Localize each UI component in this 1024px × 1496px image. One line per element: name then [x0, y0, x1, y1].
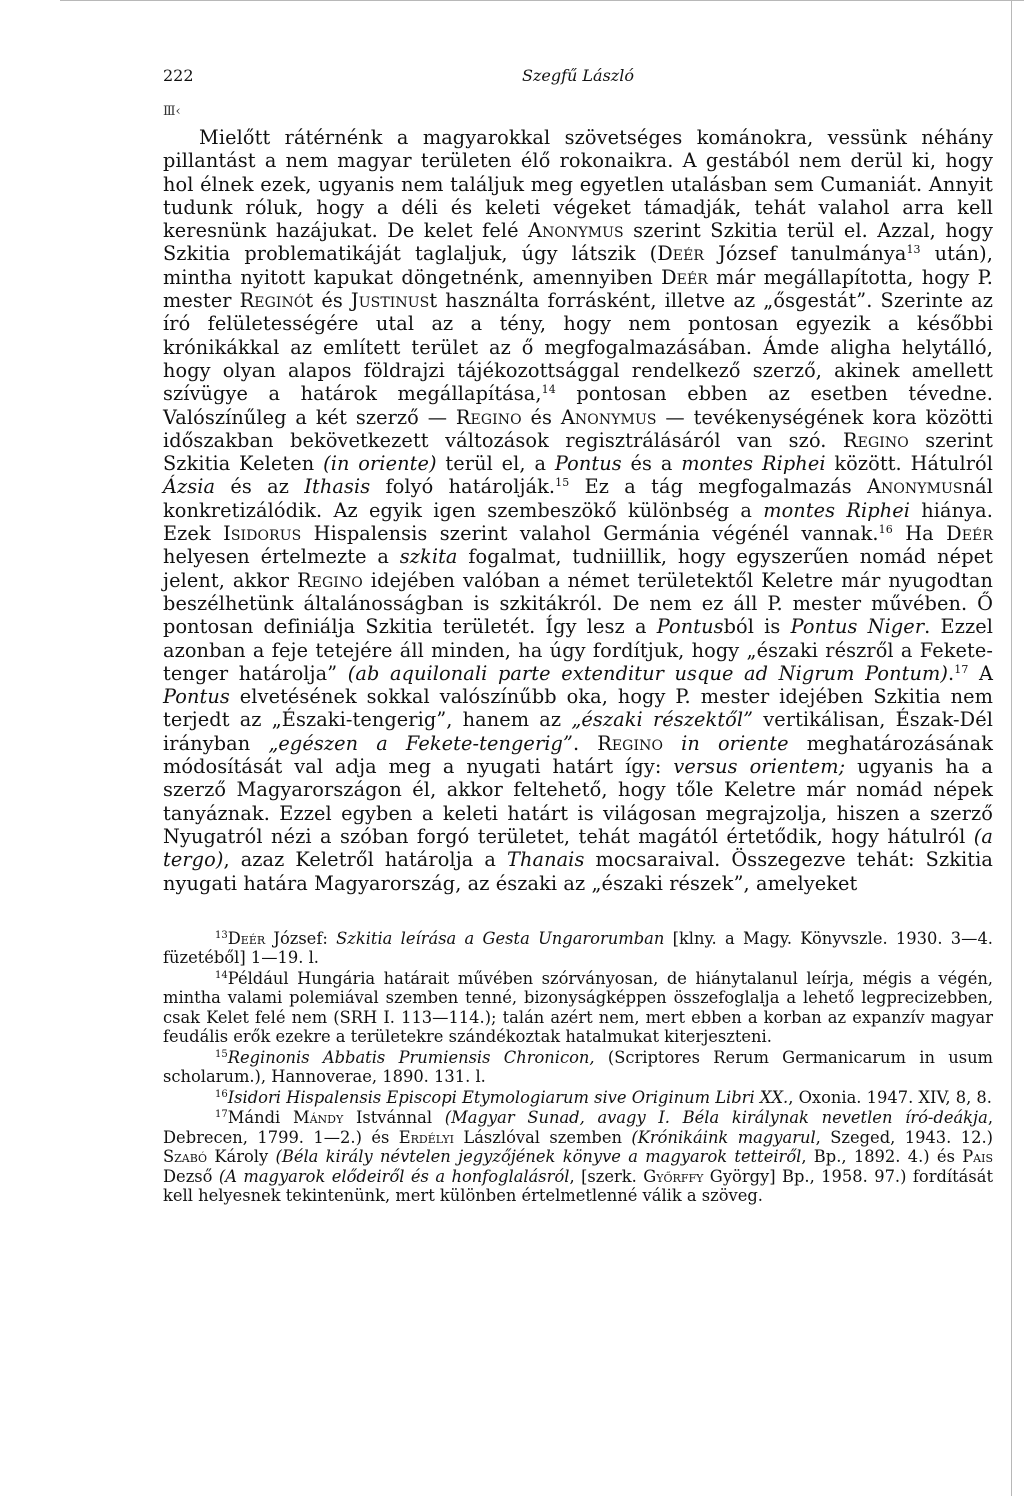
- author-anonymus: Anonymus: [560, 405, 657, 429]
- page-number: 222: [163, 66, 194, 85]
- author-deer: Deér: [657, 242, 705, 266]
- author-isidorus: Isidorus: [223, 522, 302, 546]
- author-anonymus: Anonymus: [528, 219, 624, 243]
- page: [163, 66, 993, 1207]
- footnote-ref-16: 16: [878, 523, 893, 537]
- footnote-ref-14: 14: [541, 383, 556, 397]
- footnote-16: $^{16}$Isidori Hispalensis Episcopi Etymologiarum sive Originum Libri XX., Oxonia. 1947. XIV, 8, 8.: [215, 1087, 992, 1107]
- footnote-13: $^{13}$Deér József: Szkitia leírása a Gesta Ungarorumban [klny. a Magy. Könyvszle. 1930. 3—4. füzetéből] 1—19. l.: [163, 928, 993, 968]
- author-regino: Reginó: [239, 289, 306, 313]
- page-header: [163, 66, 993, 92]
- author-deer: Deér: [946, 522, 993, 546]
- footnote-15: $^{15}$Reginonis Abbatis Prumiensis Chronicon, (Scriptores Rerum Germanicarum in usum scholarum.), Hannoverae, 1890. 131. l.: [163, 1047, 994, 1087]
- body-paragraph: Mielőtt rátérnénk a magyarokkal szövetséges kománokra, vessünk néhány pillantást a nem magyar területen élő rokonaikra. A gestából nem derül ki, hogy hol élnek ezek, ugyanis nem találjuk meg egyetlen utalásban sem Cumaniát. Annyit tudunk róluk, hogy a déli és keleti végeket támadják, tehát valahol arra kell keresnünk hazájukat. De kelet felé Anonymus szerint Szkitia terül el. Azzal, hogy Szkitia problematikáját taglaljuk, úgy látszik (Deér József tanulmánya$^{13}$ után), mintha nyitott kapukat döngetnénk, amennyiben Deér már megállapította, hogy P. mester Reginót és Justinust használta forrásként, illetve az „ősgestát”. Szerinte az író felületességére utal az a tény, hogy nem pontosan egyezik a későbbi krónikákkal az említett terület az ő megfogalmazásában. Ámde aligha helytálló, hogy olyan alapos földrajzi tájékozottsággal rendelkező szerző, akinek amellett szívügye a határok megállapítása,$^{14}$ pontosan ebben az esetben tévedne. Valószínűleg a két szerző — Regino és Anonymus — tevékenységének kora közötti időszakban bekövetkezett változások regisztrálásáról van szó. Regino szerint Szkitia Keleten (in oriente) terül el, a Pontus és a montes Riphei között. Hátulról Ázsia és az Ithasis folyó határolják.$^{15}$ Ez a tág megfogalmazás Anonymusnál konkretizálódik. Az egyik igen szembeszökő különbség a montes Riphei hiánya. Ezek Isidorus Hispalensis szerint valahol Germánia végénél vannak.$^{16}$ Ha Deér helyesen értelmezte a szkita fogalmat, tudniillik, hogy egyszerűen nomád népet jelent, akkor Regino idejében valóban a német területektől Keletre már nyugodtan beszélhetünk általánosságban is szkitákról. De nem ez áll P. mester művében. Ő pontosan definiálja Szkitia területét. Így lesz a Pontusból is Pontus Niger. Ezzel azonban a feje tetejére áll minden, ha úgy fordítjuk, hogy „északi részről a Fekete-tenger határolja” (ab aquilonali parte extenditur usque ad Nigrum Pontum).$^{17}$ A Pontus elvetésének sokkal valószínűbb oka, hogy P. mester idejében Szkitia nem terjedt az „Északi-tengerig”, hanem az „északi részektől” vertikálisan, Észak-Dél irányban „egészen a Fekete-tengerig”. Regino in oriente meghatározásának módosítását val adja meg a nyugati határt így: versus orientem; ugyanis ha a szerző Magyarországon él, akkor feltehető, hogy tőle Keletre már nomád népek tanyáznak. Ezzel egyben a keleti határt is világosan megrajzolja, hiszen a szerző Nyugatról nézi a szóban forgó területet, tehát magától értetődik, hogy hátulról (a tergo), azaz Keletről határolja a Thanais mocsaraival. Összegezve tehát: Szkitia nyugati határa Magyarország, az északi az „északi részek”, amelyeket: [163, 126, 994, 895]
- footnotes: [163, 929, 993, 1206]
- footnote-ref-15: 15: [555, 476, 570, 490]
- scan-edge-top: [60, 0, 1024, 1]
- author-regino: Regino: [455, 405, 522, 429]
- footnote-ref-13: 13: [906, 243, 921, 257]
- author-anonymus: Anonymus: [866, 475, 963, 499]
- footnote-14: $^{14}$Például Hungária határait művében szórványosan, de hiánytalanul leírja, mégis a végén, mintha valami polemiával szemben tenné, bizonyságképpen összefoglalja a lehető legprecizebben, csak Kelet felé nem (SRH I. 113—114.); talán azért nem, mert ebben a korban az expanzív magyar feudális erők ezekre a területekre szándékoztak hatalmukat kiterjeszteni.: [163, 968, 993, 1047]
- author-regino: Regino: [297, 568, 363, 592]
- author-deer: Deér: [661, 265, 708, 289]
- footnote-17: $^{17}$Mándi Mándy Istvánnal (Magyar Sunad, avagy I. Béla királynak nevetlen író-deákja, Debrecen, 1799. 1—2.) és Erdélyi Lászlóval szemben (Krónikáink magyarul, Szeged, 1943. 12.) Szabó Károly (Béla király névtelen jegyzőjének könyve a magyarok tetteiről, Bp., 1892. 4.) és Pais Dezső (A magyarok elődeiről és a honfoglalásról, [szerk. Győrffy György] Bp., 1958. 97.) fordítását kell helyesnek tekintenünk, mert különben értelmetlenné válik a szöveg.: [163, 1108, 993, 1206]
- author-justinus: Justinus: [350, 289, 430, 313]
- author-regino: Regino: [843, 428, 909, 452]
- scan-edge-right: [1011, 0, 1012, 1496]
- author-regino: Regino: [597, 731, 664, 755]
- margin-mark: Ⅲ‹: [163, 104, 181, 119]
- running-head: Szegfű László: [522, 66, 634, 85]
- footnote-ref-17: 17: [954, 662, 969, 676]
